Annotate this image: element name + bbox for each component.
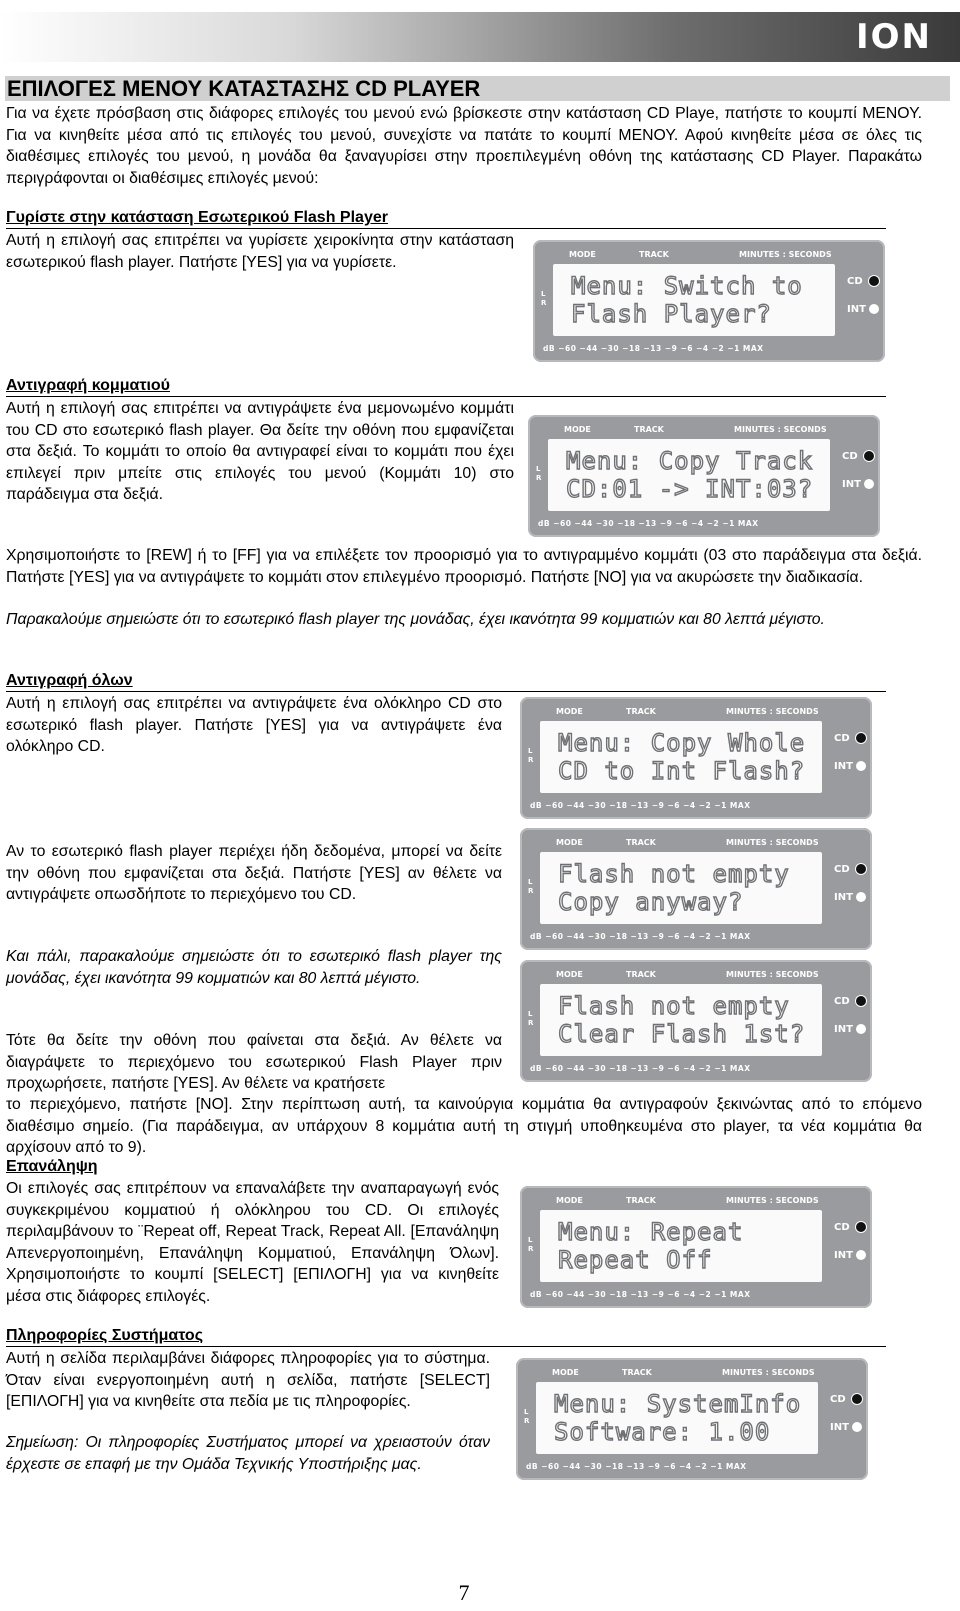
- lcd-line-1: Menu: Copy Track: [566, 447, 814, 475]
- lcd-track-label: TRACK: [626, 970, 656, 979]
- lcd-mode-label: MODE: [556, 970, 583, 979]
- lcd-lr-label: L R: [528, 747, 534, 764]
- lcd-track-label: TRACK: [639, 250, 669, 259]
- lcd-track-label: TRACK: [622, 1368, 652, 1377]
- lcd-line-2: Repeat Off: [558, 1246, 713, 1274]
- section-heading-copy-track: Αντιγραφή κομματιού: [6, 377, 170, 394]
- lcd-int-label: INT: [834, 761, 853, 772]
- lcd-screen: [540, 984, 822, 1056]
- int-indicator-icon: [856, 761, 866, 771]
- page-number: 7: [458, 1580, 470, 1605]
- lcd-minutes-seconds-label: MINUTES : SECONDS: [726, 707, 819, 716]
- lcd-lr-label: L R: [536, 465, 542, 482]
- lcd-lr-label: L R: [541, 290, 547, 307]
- lcd-minutes-seconds-label: MINUTES : SECONDS: [726, 838, 819, 847]
- lcd-int-label: INT: [834, 892, 853, 903]
- copy-track-paragraph: Αυτή η επιλογή σας επιτρέπει να αντιγράψετε ένα μεμονωμένο κομμάτι του CD στο εσωτερικό flash player. Θα δείτε την οθόνη που εμφανίζεται στα δεξιά. Το κομμάτι το οποίο θα αντιγραφεί είναι το κομμάτι που έχει επιλεγεί πριν μπείτε στις επιλογές του μενού (Κομμάτι 10) στο παράδειγμα στα δεξιά.: [6, 400, 514, 503]
- system-info-note: Σημείωση: Οι πληροφορίες Συστήματος μπορεί να χρειαστούν όταν έρχεστε σε επαφή με την Ομάδα Τεχνικής Υποστήριξης μας.: [6, 1434, 490, 1473]
- lcd-line-1: Menu: Repeat: [558, 1218, 744, 1246]
- lcd-line-1: Flash not empty: [558, 992, 790, 1020]
- section-heading-system-info: Πληροφορίες Συστήματος: [6, 1327, 204, 1344]
- lcd-screen: [540, 852, 822, 924]
- lcd-level-scale: dB −60 −44 −30 −18 −13 −9 −6 −4 −2 −1 MAX: [530, 801, 751, 810]
- lcd-cd-label: CD: [847, 276, 863, 287]
- lcd-track-label: TRACK: [626, 838, 656, 847]
- lcd-line-1: Flash not empty: [558, 860, 790, 888]
- lcd-line-2: CD to Int Flash?: [558, 757, 806, 785]
- lcd-screen: [553, 264, 835, 336]
- copy-all-note: Και πάλι, παρακαλούμε σημειώστε ότι το εσωτερικό flash player της μονάδας, έχει ικανότητα 99 κομματιών και 80 λεπτά μέγιστο.: [6, 948, 502, 987]
- lcd-lr-label: L R: [528, 878, 534, 895]
- lcd-level-scale: dB −60 −44 −30 −18 −13 −9 −6 −4 −2 −1 MAX: [543, 344, 764, 353]
- copy-track-note: Παρακαλούμε σημειώστε ότι το εσωτερικό flash player της μονάδας, έχει ικανότητα 99 κομματιών και 80 λεπτά μέγιστο.: [6, 611, 825, 628]
- lcd-mode-label: MODE: [564, 425, 591, 434]
- int-indicator-icon: [852, 1422, 862, 1432]
- lcd-line-1: Menu: Copy Whole: [558, 729, 806, 757]
- int-indicator-icon: [856, 892, 866, 902]
- lcd-display-flash-not-empty-copy: [520, 828, 872, 950]
- lcd-line-2: CD:01 -> INT:03?: [566, 475, 814, 503]
- lcd-level-scale: dB −60 −44 −30 −18 −13 −9 −6 −4 −2 −1 MAX: [526, 1462, 747, 1471]
- section-divider: [6, 228, 886, 229]
- lcd-mode-label: MODE: [569, 250, 596, 259]
- lcd-lr-label: L R: [528, 1236, 534, 1253]
- section-heading-flash: Γυρίστε στην κατάσταση Εσωτερικού Flash Player: [6, 209, 388, 226]
- lcd-minutes-seconds-label: MINUTES : SECONDS: [726, 1196, 819, 1205]
- lcd-display-copy-track: [528, 415, 880, 537]
- lcd-minutes-seconds-label: MINUTES : SECONDS: [722, 1368, 815, 1377]
- lcd-lr-label: L R: [528, 1010, 534, 1027]
- lcd-level-scale: dB −60 −44 −30 −18 −13 −9 −6 −4 −2 −1 MAX: [530, 1290, 751, 1299]
- lcd-mode-label: MODE: [552, 1368, 579, 1377]
- lcd-screen: [548, 439, 830, 511]
- lcd-level-scale: dB −60 −44 −30 −18 −13 −9 −6 −4 −2 −1 MAX: [530, 1064, 751, 1073]
- lcd-int-label: INT: [830, 1422, 849, 1433]
- lcd-cd-label: CD: [834, 996, 850, 1007]
- copy-all-paragraph-3a: Τότε θα δείτε την οθόνη που φαίνεται στα δεξιά. Αν θέλετε να διαγράψετε το περιεχόμενο του εσωτερικού Flash Player πριν προχωρήσετε, πατήστε [YES]. Αν θέλετε να κρατήσετε: [6, 1032, 502, 1092]
- cd-indicator-icon: [856, 1222, 866, 1232]
- int-indicator-icon: [864, 479, 874, 489]
- lcd-mode-label: MODE: [556, 1196, 583, 1205]
- copy-track-paragraph-2: Χρησιμοποιήστε το [REW] ή το [FF] για να επιλέξετε τον προορισμό για το αντιγραμμένο κομμάτι (03 στο παράδειγμα στα δεξιά. Πατήστε [YES] για να αντιγράψετε το κομμάτι στον επιλεγμένο προορισμό. Πατήστε [NO] για να ακυρώσετε την διαδικασία.: [6, 547, 922, 586]
- lcd-cd-label: CD: [830, 1394, 846, 1405]
- copy-all-paragraph-3b: το περιεχόμενο, πατήστε [NO]. Στην περίπτωση αυτή, τα καινούργια κομμάτια θα αντιγραφούν ξεκινώντας από το επόμενο διαθέσιμο σημείο. (Για παράδειγμα, αν υπάρχουν 8 κομμάτια αυτή τη στιγμή υποθηκευμένα στο player, τα νέα κομμάτια θα αρχίσουν από το 9).: [6, 1096, 922, 1156]
- flash-paragraph: Αυτή η επιλογή σας επιτρέπει να γυρίσετε χειροκίνητα στην κατάσταση εσωτερικού flash player. Πατήστε [YES] για να γυρίσετε.: [6, 232, 514, 271]
- lcd-minutes-seconds-label: MINUTES : SECONDS: [739, 250, 832, 259]
- lcd-screen: [540, 1210, 822, 1282]
- lcd-int-label: INT: [842, 479, 861, 490]
- cd-indicator-icon: [856, 864, 866, 874]
- lcd-minutes-seconds-label: MINUTES : SECONDS: [734, 425, 827, 434]
- lcd-line-1: Menu: SystemInfo: [554, 1390, 802, 1418]
- lcd-screen: [540, 721, 822, 793]
- section-heading-repeat: Επανάληψη: [6, 1158, 98, 1175]
- lcd-minutes-seconds-label: MINUTES : SECONDS: [726, 970, 819, 979]
- lcd-display-copy-whole: [520, 697, 872, 819]
- section-divider: [6, 1346, 886, 1347]
- page-title: ΕΠΙΛΟΓΕΣ ΜΕΝΟΥ ΚΑΤΑΣΤΑΣΗΣ CD PLAYER: [5, 76, 950, 101]
- repeat-paragraph: Οι επιλογές σας επιτρέπουν να επαναλάβετε την αναπαραγωγή ενός συγκεκριμένου κομματιού ή ολόκληρου του CD. Οι επιλογές περιλαμβάνουν το ¨Repeat off, Repeat Track, Repeat All. [Επανάληψη Απενεργοποιημένη, Επανάληψη Κομματιού, Επανάληψη Όλων]. Χρησιμοποιήστε το κουμπί [SELECT] [ΕΠΙΛΟΓΗ] για να κινηθείτε μέσα στις διάφορες επιλογές.: [6, 1180, 499, 1305]
- lcd-int-label: INT: [834, 1024, 853, 1035]
- ion-logo: ION: [855, 17, 932, 57]
- cd-indicator-icon: [856, 996, 866, 1006]
- lcd-display-repeat: [520, 1186, 872, 1308]
- lcd-display-flash-not-empty-clear: [520, 960, 872, 1082]
- lcd-level-scale: dB −60 −44 −30 −18 −13 −9 −6 −4 −2 −1 MAX: [530, 932, 751, 941]
- int-indicator-icon: [869, 304, 879, 314]
- lcd-line-2: Flash Player?: [571, 300, 772, 328]
- lcd-display-system-info: [516, 1358, 868, 1480]
- cd-indicator-icon: [856, 733, 866, 743]
- copy-all-paragraph-2: Αν το εσωτερικό flash player περιέχει ήδη δεδομένα, μπορεί να δείτε την οθόνη που εμφανίζεται στα δεξιά. Πατήστε [YES] αν θέλετε να αντιγράψετε οπωσδήποτε το περιεχόμενο του CD.: [6, 843, 502, 903]
- lcd-cd-label: CD: [834, 864, 850, 875]
- lcd-line-1: Menu: Switch to: [571, 272, 803, 300]
- copy-all-paragraph: Αυτή η επιλογή σας επιτρέπει να αντιγράψετε ένα ολόκληρο CD στο εσωτερικό flash player. Πατήστε [YES] για να αντιγράψετε ένα ολόκληρο CD.: [6, 695, 502, 755]
- cd-indicator-icon: [869, 276, 879, 286]
- lcd-mode-label: MODE: [556, 838, 583, 847]
- lcd-cd-label: CD: [842, 451, 858, 462]
- intro-paragraph: Για να έχετε πρόσβαση στις διάφορες επιλογές του μενού ενώ βρίσκεστε στην κατάσταση CD Playe, πατήστε το κουμπί ΜΕΝΟΥ. Για να κινηθείτε μέσα από τις επιλογές του μενού, συνεχίστε να πατάτε το κουμπί ΜΕΝΟΥ. Αφού κινηθείτε μέσα σε όλες τις διαθέσιμες επιλογές του μενού, η μονάδα θα ξαναγυρίσει στην προεπιλεγμένη οθόνη της κατάστασης CD Player. Παρακάτω περιγράφονται οι διαθέσιμες επιλογές μενού:: [6, 105, 922, 187]
- lcd-track-label: TRACK: [634, 425, 664, 434]
- lcd-lr-label: L R: [524, 1408, 530, 1425]
- cd-indicator-icon: [864, 451, 874, 461]
- lcd-screen: [536, 1382, 818, 1454]
- section-divider: [6, 396, 886, 397]
- lcd-level-scale: dB −60 −44 −30 −18 −13 −9 −6 −4 −2 −1 MAX: [538, 519, 759, 528]
- lcd-display-switch-flash: [533, 240, 885, 362]
- lcd-int-label: INT: [847, 304, 866, 315]
- lcd-track-label: TRACK: [626, 1196, 656, 1205]
- lcd-line-2: Copy anyway?: [558, 888, 744, 916]
- lcd-int-label: INT: [834, 1250, 853, 1261]
- section-heading-copy-all: Αντιγραφή όλων: [6, 672, 133, 689]
- header-bar: [0, 12, 960, 62]
- cd-indicator-icon: [852, 1394, 862, 1404]
- section-divider: [6, 691, 886, 692]
- int-indicator-icon: [856, 1250, 866, 1260]
- lcd-track-label: TRACK: [626, 707, 656, 716]
- int-indicator-icon: [856, 1024, 866, 1034]
- lcd-cd-label: CD: [834, 1222, 850, 1233]
- lcd-line-2: Software: 1.00: [554, 1418, 771, 1446]
- lcd-cd-label: CD: [834, 733, 850, 744]
- system-info-paragraph: Αυτή η σελίδα περιλαμβάνει διάφορες πληροφορίες για το σύστημα. Όταν είναι ενεργοποιημένη αυτή η σελίδα, πατήστε [SELECT] [ΕΠΙΛΟΓΗ] για να κινηθείτε στα πεδία με τις πληροφορίες.: [6, 1350, 490, 1410]
- lcd-mode-label: MODE: [556, 707, 583, 716]
- lcd-line-2: Clear Flash 1st?: [558, 1020, 806, 1048]
